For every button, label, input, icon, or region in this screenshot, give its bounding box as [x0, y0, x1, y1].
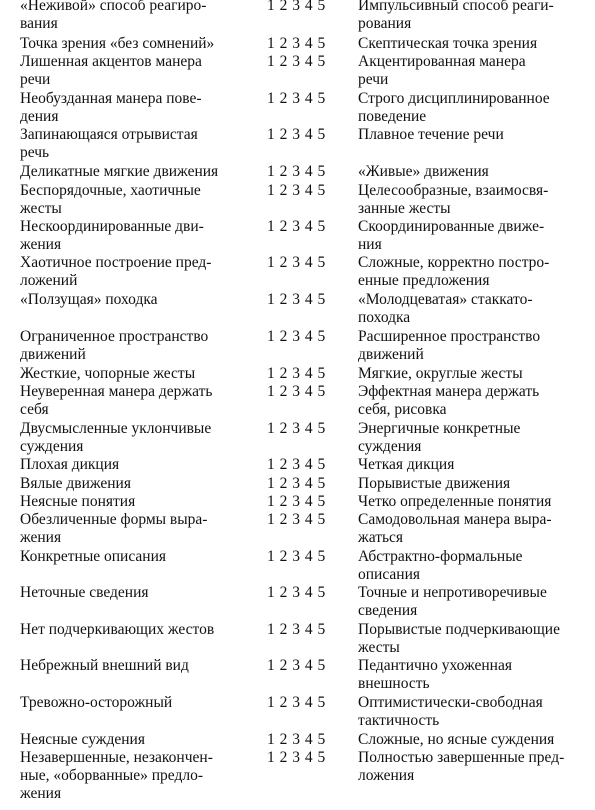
left-trait: «Ползущая» походка [20, 291, 158, 308]
left-trait: Ограниченное пространство движений [20, 328, 209, 364]
rating-scale: 1 2 3 4 5 [267, 126, 326, 143]
right-trait: Абстрактно-формальные описания [358, 548, 523, 584]
right-trait: Сложные, но ясные суждения [358, 731, 555, 748]
left-trait: Тревожно-осторожный [20, 694, 173, 711]
right-trait: Педантично ухоженная внешность [358, 657, 512, 693]
right-trait: Четко определенные понятия [358, 493, 552, 510]
rating-scale: 1 2 3 4 5 [267, 383, 326, 400]
right-trait: «Молодцеватая» стаккато- походка [358, 291, 533, 327]
rating-scale: 1 2 3 4 5 [267, 218, 326, 235]
rating-scale: 1 2 3 4 5 [267, 291, 326, 308]
left-trait: Лишенная акцентов манера речи [20, 53, 202, 89]
left-trait: Нет подчеркивающих жестов [20, 621, 215, 638]
left-trait: Деликатные мягкие движения [20, 163, 219, 180]
rating-scale: 1 2 3 4 5 [267, 0, 326, 14]
rating-scale: 1 2 3 4 5 [267, 493, 326, 510]
rating-scale: 1 2 3 4 5 [267, 694, 326, 711]
left-trait: Конкретные описания [20, 548, 167, 565]
rating-scale: 1 2 3 4 5 [267, 35, 326, 52]
right-trait: «Живые» движения [358, 163, 489, 180]
rating-scale: 1 2 3 4 5 [267, 731, 326, 748]
right-trait: Самодовольная манера выра- жаться [358, 511, 552, 547]
rating-scale: 1 2 3 4 5 [267, 621, 326, 638]
right-trait: Скептическая точка зрения [358, 35, 538, 52]
rating-scale: 1 2 3 4 5 [267, 548, 326, 565]
right-trait: Эффектная манера держать себя, рисовка [358, 383, 540, 419]
rating-scale: 1 2 3 4 5 [267, 90, 326, 107]
right-trait: Оптимистически-свободная тактичность [358, 694, 543, 730]
right-trait: Четкая дикция [358, 456, 455, 473]
left-trait: Точка зрения «без сомнений» [20, 35, 215, 52]
rating-scale: 1 2 3 4 5 [267, 420, 326, 437]
left-trait: Необузданная манера пове- дения [20, 90, 202, 126]
right-trait: Расширенное пространство движений [358, 328, 541, 364]
rating-scale: 1 2 3 4 5 [267, 328, 326, 345]
left-trait: Неясные понятия [20, 493, 136, 510]
left-trait: Неясные суждения [20, 731, 145, 748]
right-trait: Импульсивный способ реаги- рования [358, 0, 554, 33]
right-trait: Порывистые подчеркивающие жесты [358, 621, 560, 657]
right-trait: Сложные, корректно постро- енные предложения [358, 254, 550, 290]
left-trait: Небрежный внешний вид [20, 657, 189, 674]
right-trait: Скоординированные движе- ния [358, 218, 545, 254]
left-trait: «Неживой» способ реагиро- вания [20, 0, 207, 33]
rating-scale: 1 2 3 4 5 [267, 456, 326, 473]
rating-scale: 1 2 3 4 5 [267, 365, 326, 382]
rating-scale: 1 2 3 4 5 [267, 584, 326, 601]
left-trait: Нескоординированные дви- жения [20, 218, 204, 254]
rating-scale: 1 2 3 4 5 [267, 657, 326, 674]
rating-scale: 1 2 3 4 5 [267, 511, 326, 528]
left-trait: Неуверенная манера держать себя [20, 383, 213, 419]
right-trait: Полностью завершенные пред- ложения [358, 749, 565, 785]
rating-scale: 1 2 3 4 5 [267, 749, 326, 766]
right-trait: Акцентированная манера речи [358, 53, 526, 89]
left-trait: Вялые движения [20, 475, 131, 492]
left-trait: Хаотичное построение пред- ложений [20, 254, 212, 290]
right-trait: Строго дисциплинированное поведение [358, 90, 550, 126]
rating-scale: 1 2 3 4 5 [267, 475, 326, 492]
rating-scale: 1 2 3 4 5 [267, 53, 326, 70]
right-trait: Плавное течение речи [358, 126, 504, 143]
left-trait: Неточные сведения [20, 584, 149, 601]
left-trait: Жесткие, чопорные жесты [20, 365, 196, 382]
left-trait: Двусмысленные уклончивые суждения [20, 420, 212, 456]
left-trait: Незавершенные, незакончен- ные, «оборванные» предло- жения [20, 749, 213, 803]
left-trait: Плохая дикция [20, 456, 120, 473]
rating-scale: 1 2 3 4 5 [267, 182, 326, 199]
left-trait: Обезличенные формы выра- жения [20, 511, 208, 547]
right-trait: Мягкие, округлые жесты [358, 365, 523, 382]
right-trait: Порывистые движения [358, 475, 511, 492]
rating-scale: 1 2 3 4 5 [267, 254, 326, 271]
right-trait: Целесообразные, взаимосвя- занные жесты [358, 182, 549, 218]
rating-scale: 1 2 3 4 5 [267, 163, 326, 180]
left-trait: Беспорядочные, хаотичные жесты [20, 182, 201, 218]
right-trait: Точные и непротиворечивые сведения [358, 584, 547, 620]
left-trait: Запинающаяся отрывистая речь [20, 126, 198, 162]
right-trait: Энергичные конкретные суждения [358, 420, 521, 456]
